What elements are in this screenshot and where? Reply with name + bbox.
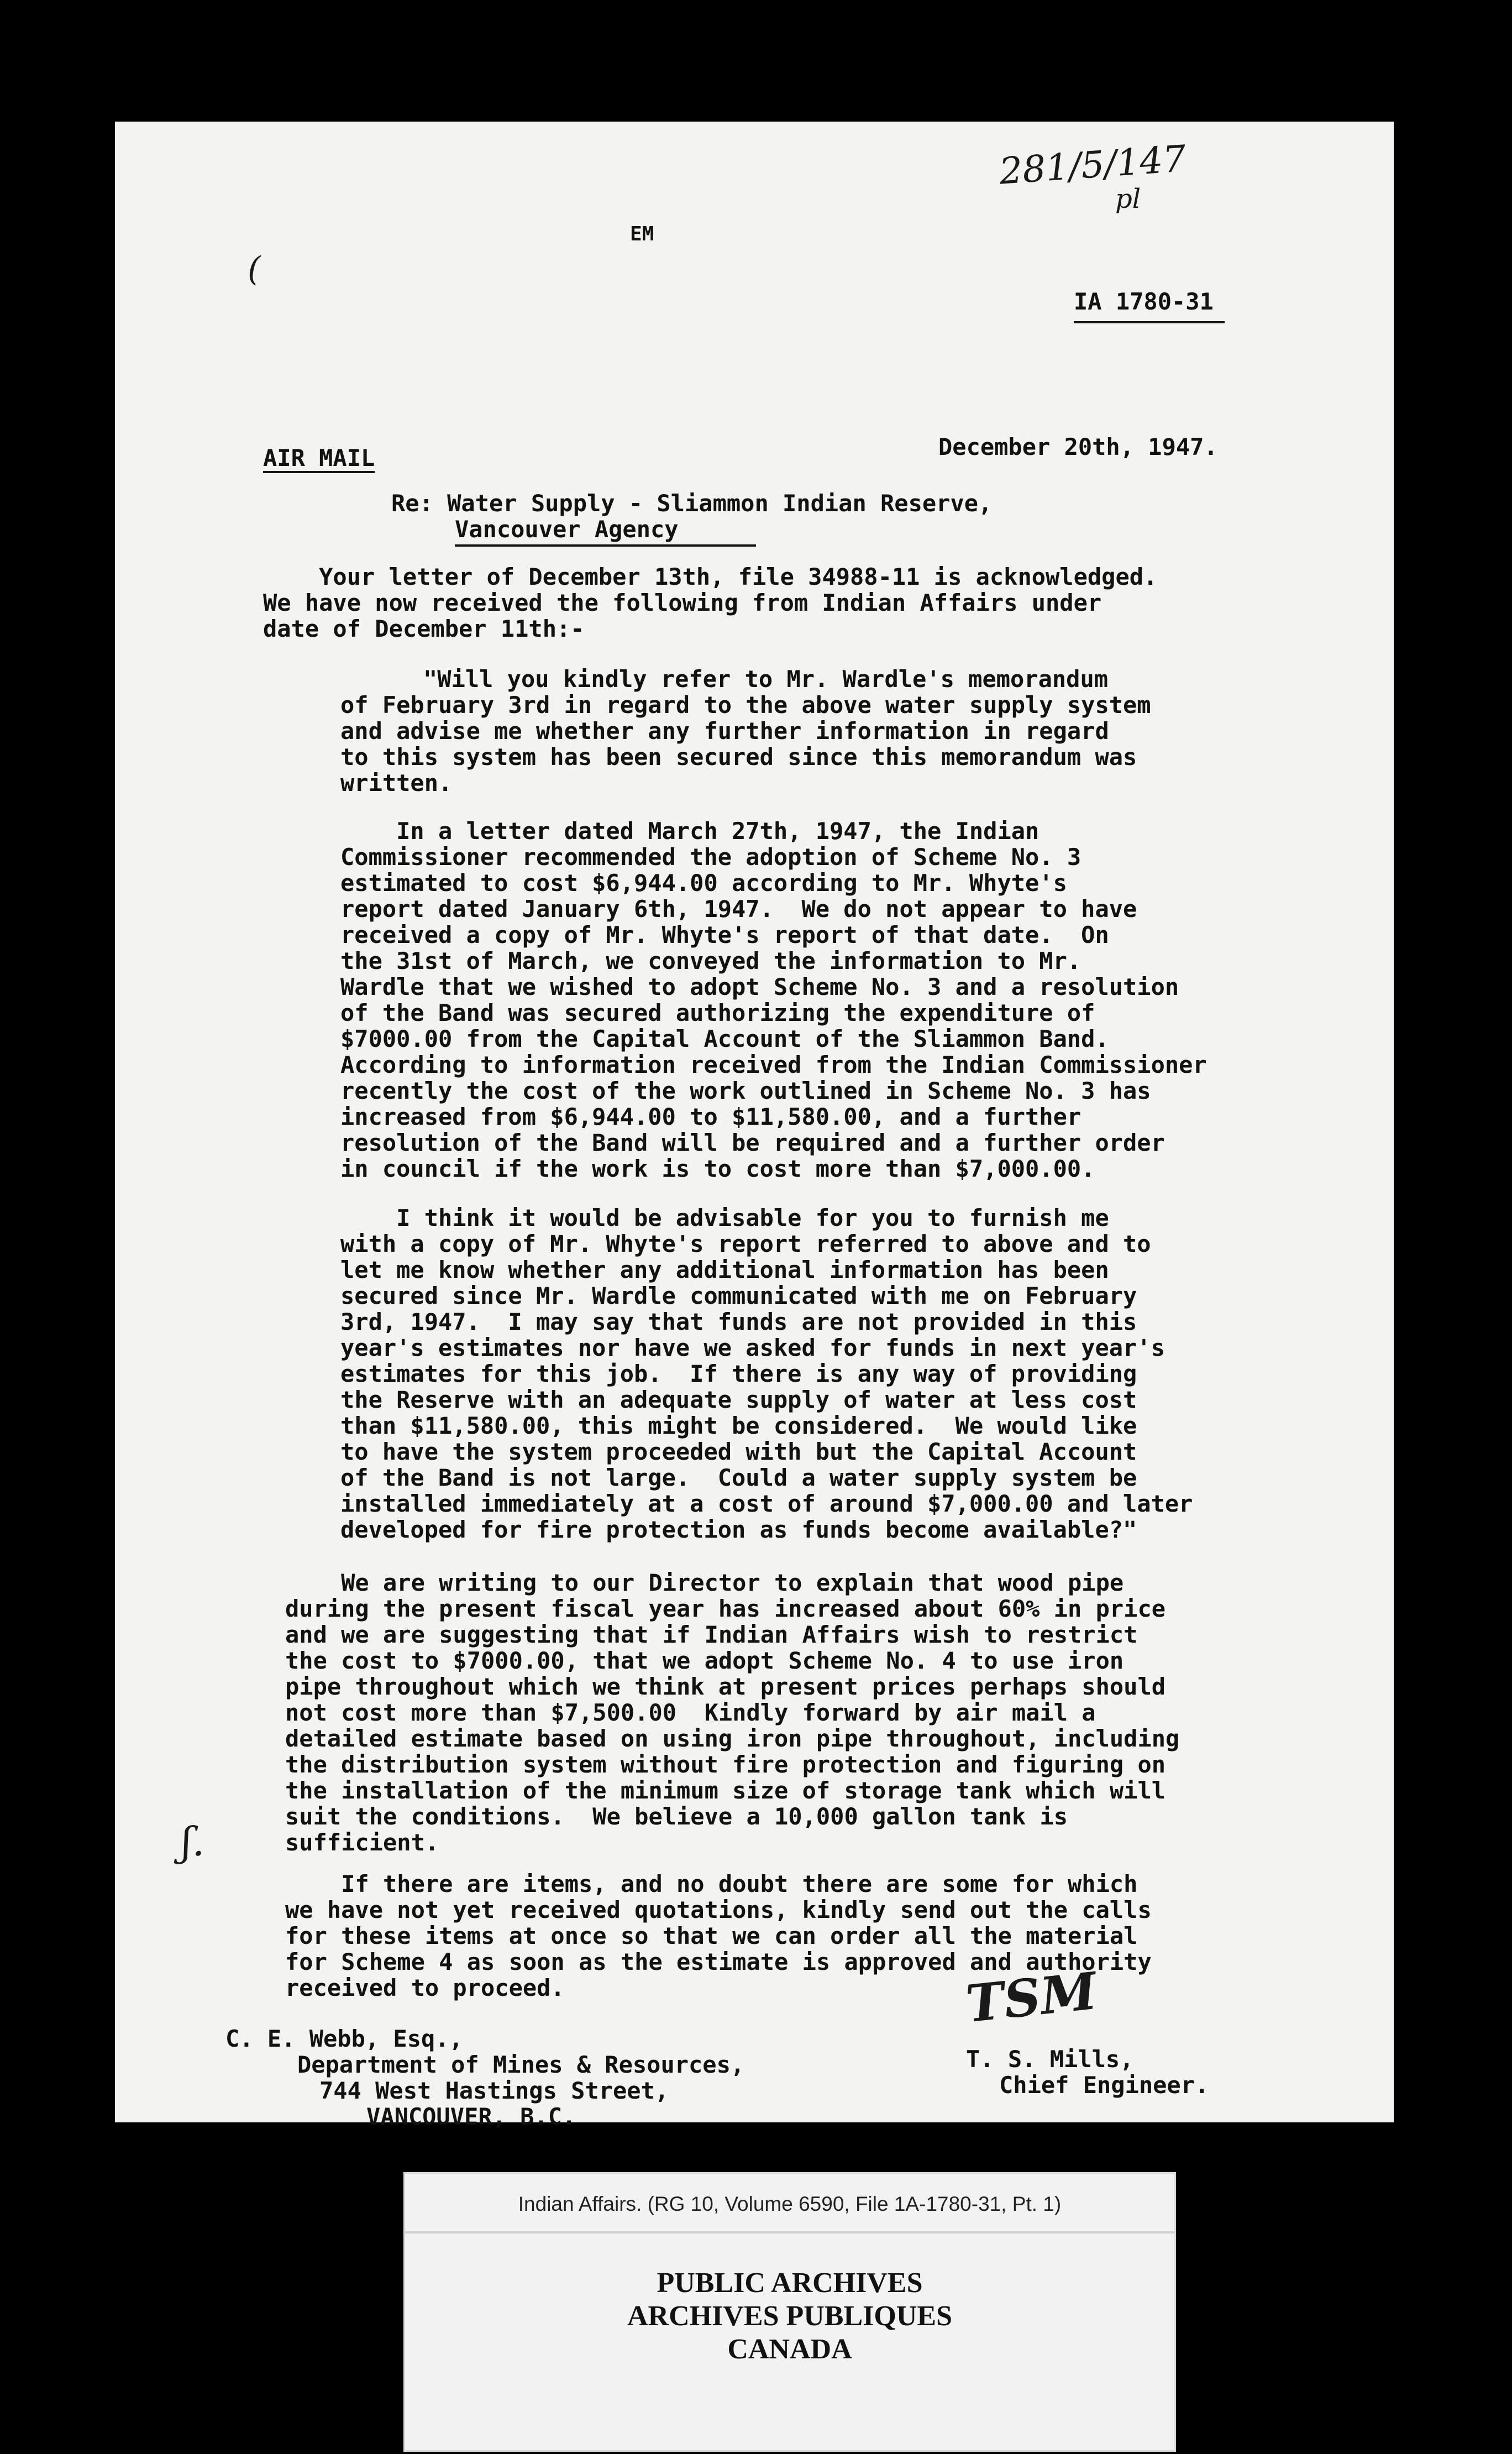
addressee-line: Department of Mines & Resources,: [297, 2051, 745, 2078]
letter-date: December 20th, 1947.: [938, 433, 1218, 460]
delivery-method: AIR MAIL: [263, 445, 375, 473]
text-line: According to information received from the Indian Commissioner: [340, 1051, 1207, 1078]
text-line: We have now received the following from Indian Affairs under: [263, 589, 1102, 616]
signature: TSM: [963, 1960, 1100, 2034]
text-line: during the present fiscal year has increased about 60% in price: [285, 1595, 1166, 1622]
text-line: the 31st of March, we conveyed the information to Mr.: [340, 947, 1082, 974]
handwritten-file-reference: 281/5/147: [998, 137, 1188, 193]
text-line: estimates for this job. If there is any way of providing: [340, 1360, 1137, 1387]
archive-label-divider: [405, 2231, 1174, 2233]
text-line: Your letter of December 13th, file 34988-11 is acknowledged.: [263, 563, 1158, 590]
text-line: developed for fire protection as funds become available?": [340, 1516, 1137, 1543]
text-line: for Scheme 4 as soon as the estimate is approved and authority: [285, 1948, 1152, 1975]
text-line: not cost more than $7,500.00 Kindly forward by air mail a: [285, 1699, 1096, 1726]
archive-label: [403, 2172, 1176, 2452]
text-line: of February 3rd in regard to the above water supply system: [340, 691, 1151, 719]
text-line: year's estimates nor have we asked for funds in next year's: [340, 1334, 1165, 1361]
paragraph-acknowledgement: [263, 564, 1157, 642]
text-line: pipe throughout which we think at present prices perhaps should: [285, 1673, 1166, 1700]
text-line: with a copy of Mr. Whyte's report referred to above and to: [340, 1230, 1151, 1257]
text-line: than $11,580.00, this might be considered. We would like: [340, 1412, 1137, 1439]
text-line: increased from $6,944.00 to $11,580.00, and a further: [340, 1103, 1082, 1130]
signatory-name: T. S. Mills,: [966, 2046, 1134, 2073]
addressee-block: [225, 2026, 744, 2130]
text-line: Commissioner recommended the adoption of Scheme No. 3: [340, 843, 1082, 871]
text-line: suit the conditions. We believe a 10,000 gallon tank is: [285, 1803, 1068, 1830]
text-line: resolution of the Band will be required and a further order: [340, 1129, 1165, 1156]
text-line: estimated to cost $6,944.00 according to Mr. Whyte's: [340, 869, 1067, 896]
subject-agency: Vancouver Agency: [455, 516, 756, 547]
text-line: 3rd, 1947. I may say that funds are not provided in this: [340, 1308, 1137, 1335]
quoted-paragraph-3: [340, 1205, 1193, 1543]
text-line: secured since Mr. Wardle communicated with me on February: [340, 1282, 1137, 1309]
addressee-name: C. E. Webb, Esq.,: [225, 2025, 463, 2052]
addressee-line: VANCOUVER, B.C.: [366, 2103, 576, 2130]
subject-line: Re: Water Supply - Sliammon Indian Reserve,: [391, 490, 993, 517]
text-line: written.: [340, 769, 453, 796]
text-line: detailed estimate based on using iron pipe throughout, including: [285, 1725, 1180, 1752]
text-line: the distribution system without fire protection and figuring on: [285, 1751, 1166, 1778]
quoted-paragraph-1: [340, 666, 1151, 796]
text-line: and advise me whether any further information in regard: [340, 717, 1109, 744]
text-line: date of December 11th:-: [263, 615, 585, 642]
text-line: of the Band is not large. Could a water supply system be: [340, 1464, 1137, 1491]
paragraph-wood-pipe: [285, 1570, 1179, 1855]
text-line: the installation of the minimum size of storage tank which will: [285, 1777, 1166, 1804]
margin-annotation: ʃ.: [181, 1818, 205, 1865]
text-line: $7000.00 from the Capital Account of the Sliammon Band.: [340, 1025, 1109, 1052]
quoted-paragraph-2: [340, 818, 1207, 1182]
addressee-line: 744 West Hastings Street,: [319, 2077, 669, 2104]
text-line: and we are suggesting that if Indian Affairs wish to restrict: [285, 1621, 1138, 1648]
text-line: we have not yet received quotations, kindly send out the calls: [285, 1896, 1152, 1923]
text-line: "Will you kindly refer to Mr. Wardle's memorandum: [423, 665, 1109, 693]
text-line: I think it would be advisable for you to furnish me: [340, 1204, 1109, 1231]
text-line: received a copy of Mr. Whyte's report of that date. On: [340, 921, 1109, 948]
text-line: sufficient.: [285, 1829, 439, 1856]
text-line: of the Band was secured authorizing the expenditure of: [340, 999, 1095, 1026]
text-line: the cost to $7000.00, that we adopt Scheme No. 4 to use iron: [285, 1647, 1124, 1674]
text-line: in council if the work is to cost more than $7,000.00.: [340, 1155, 1095, 1182]
archive-name-fr: ARCHIVES PUBLIQUES: [627, 2300, 953, 2332]
text-line: Wardle that we wished to adopt Scheme No. 3 and a resolution: [340, 973, 1179, 1000]
text-line: We are writing to our Director to explain that wood pipe: [285, 1569, 1124, 1596]
text-line: for these items at once so that we can order all the material: [285, 1922, 1138, 1949]
text-line: to have the system proceeded with but the Capital Account: [340, 1438, 1137, 1465]
typist-initials: EM: [630, 223, 654, 245]
text-line: installed immediately at a cost of around $7,000.00 and later: [340, 1490, 1193, 1517]
text-line: report dated January 6th, 1947. We do not appear to have: [340, 895, 1137, 922]
archive-country: CANADA: [727, 2334, 852, 2365]
text-line: to this system has been secured since this memorandum was: [340, 743, 1137, 770]
text-line: the Reserve with an adequate supply of water at less cost: [340, 1386, 1137, 1413]
text-line: If there are items, and no doubt there are some for which: [285, 1870, 1138, 1897]
text-line: recently the cost of the work outlined in Scheme No. 3 has: [340, 1077, 1151, 1104]
letter-page: [115, 122, 1394, 2130]
text-line: In a letter dated March 27th, 1947, the Indian: [340, 817, 1040, 845]
handwritten-initials-mark: pl: [1115, 183, 1141, 214]
text-line: let me know whether any additional information has been: [340, 1256, 1109, 1283]
archive-name-en: PUBLIC ARCHIVES: [657, 2267, 923, 2299]
file-number: IA 1780-31: [1074, 289, 1225, 323]
signatory-title: Chief Engineer.: [999, 2072, 1209, 2099]
margin-bracket-mark: (: [248, 250, 261, 289]
archive-reference: Indian Affairs. (RG 10, Volume 6590, File 1A-1780-31, Pt. 1): [518, 2193, 1062, 2215]
text-line: received to proceed.: [285, 1974, 565, 2001]
